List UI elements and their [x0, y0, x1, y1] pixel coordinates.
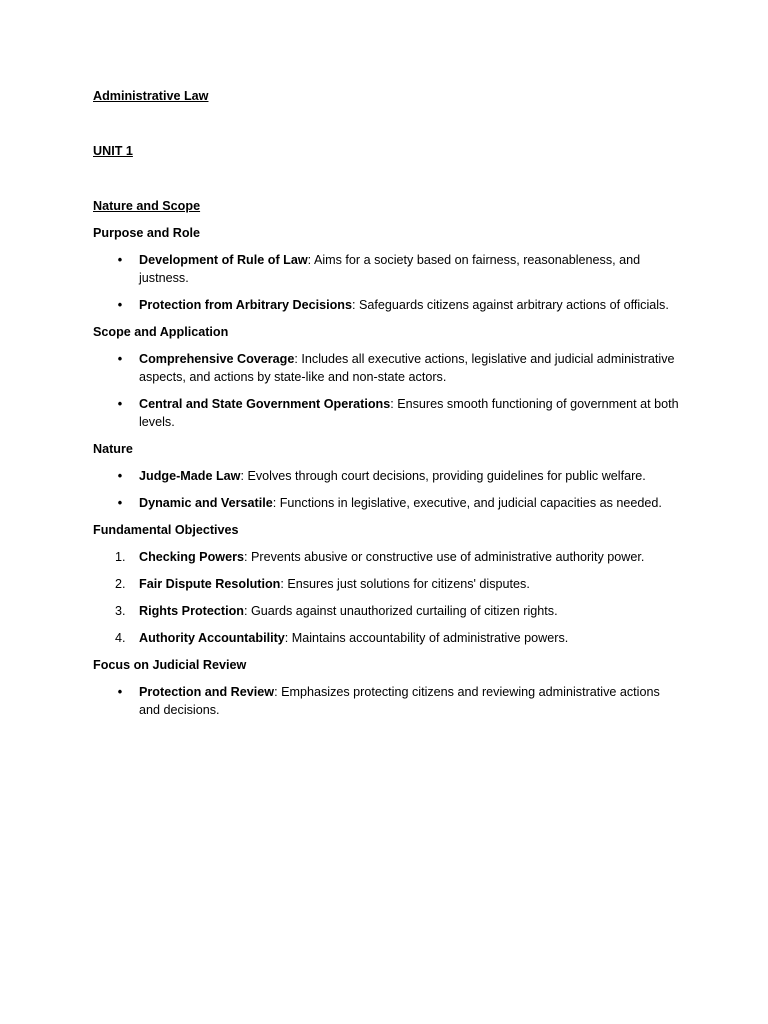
subheading-scope-and-application: Scope and Application	[93, 325, 229, 339]
item-text: : Ensures just solutions for citizens' disputes.	[280, 577, 530, 591]
item-text: : Includes all executive actions, legislative and judicial administrative aspects, and actions by state-like and non-state actors.	[139, 352, 675, 384]
item-term: Comprehensive Coverage	[139, 352, 295, 366]
bullet-list-purpose-and-role	[93, 251, 683, 314]
item-text: : Guards against unauthorized curtailing of citizen rights.	[243, 604, 558, 618]
document-body	[93, 87, 683, 728]
list-item	[93, 467, 683, 485]
list-item	[93, 575, 683, 593]
list-item	[93, 350, 683, 386]
list-number: 3.	[115, 604, 126, 618]
item-term: Development of Rule of Law	[139, 253, 308, 267]
item-text: : Evolves through court decisions, providing guidelines for public welfare.	[240, 469, 646, 483]
item-term: Authority Accountability	[139, 631, 285, 645]
item-term: Dynamic and Versatile	[139, 496, 273, 510]
subheading-purpose-and-role: Purpose and Role	[93, 226, 201, 240]
item-text: : Safeguards citizens against arbitrary actions of officials.	[351, 298, 669, 312]
subheading-fundamental-objectives: Fundamental Objectives	[93, 523, 239, 537]
subheading-nature: Nature	[93, 442, 133, 456]
item-text: : Aims for a society based on fairness, reasonableness, and justness.	[139, 253, 641, 285]
bullet-list-scope-and-application	[93, 350, 683, 431]
bullet-list-judicial-review	[93, 683, 683, 719]
bullet-icon: •	[117, 496, 123, 510]
item-text: : Prevents abusive or constructive use of administrative authority power.	[243, 550, 645, 564]
list-item	[93, 548, 683, 566]
numbered-list-fundamental-objectives	[93, 548, 683, 647]
bullet-icon: •	[117, 469, 123, 483]
item-term: Protection and Review	[139, 685, 275, 699]
list-item	[93, 629, 683, 647]
subheading-focus-on-judicial-review: Focus on Judicial Review	[93, 658, 247, 672]
list-item	[93, 602, 683, 620]
list-item	[93, 395, 683, 431]
list-item	[93, 296, 683, 314]
item-text: : Maintains accountability of administrative powers.	[284, 631, 569, 645]
section-title: Nature and Scope	[93, 199, 201, 213]
item-term: Fair Dispute Resolution	[139, 577, 281, 591]
document-title: Administrative Law	[93, 89, 209, 103]
bullet-icon: •	[117, 298, 123, 312]
list-number: 1.	[115, 550, 126, 564]
item-term: Protection from Arbitrary Decisions	[139, 298, 352, 312]
unit-heading: UNIT 1	[93, 144, 133, 158]
bullet-icon: •	[117, 685, 123, 699]
bullet-list-nature	[93, 467, 683, 512]
item-term: Judge-Made Law	[139, 469, 241, 483]
bullet-icon: •	[117, 352, 123, 366]
item-text: : Ensures smooth functioning of government at both levels.	[139, 397, 679, 429]
list-item	[93, 251, 683, 287]
bullet-icon: •	[117, 397, 123, 411]
bullet-icon: •	[117, 253, 123, 267]
list-number: 2.	[115, 577, 126, 591]
item-text: : Functions in legislative, executive, and judicial capacities as needed.	[272, 496, 662, 510]
item-term: Central and State Government Operations	[139, 397, 391, 411]
list-item	[93, 494, 683, 512]
item-term: Rights Protection	[139, 604, 244, 618]
list-number: 4.	[115, 631, 126, 645]
item-text: : Emphasizes protecting citizens and reviewing administrative actions and decisions.	[139, 685, 660, 717]
item-term: Checking Powers	[139, 550, 244, 564]
list-item	[93, 683, 683, 719]
